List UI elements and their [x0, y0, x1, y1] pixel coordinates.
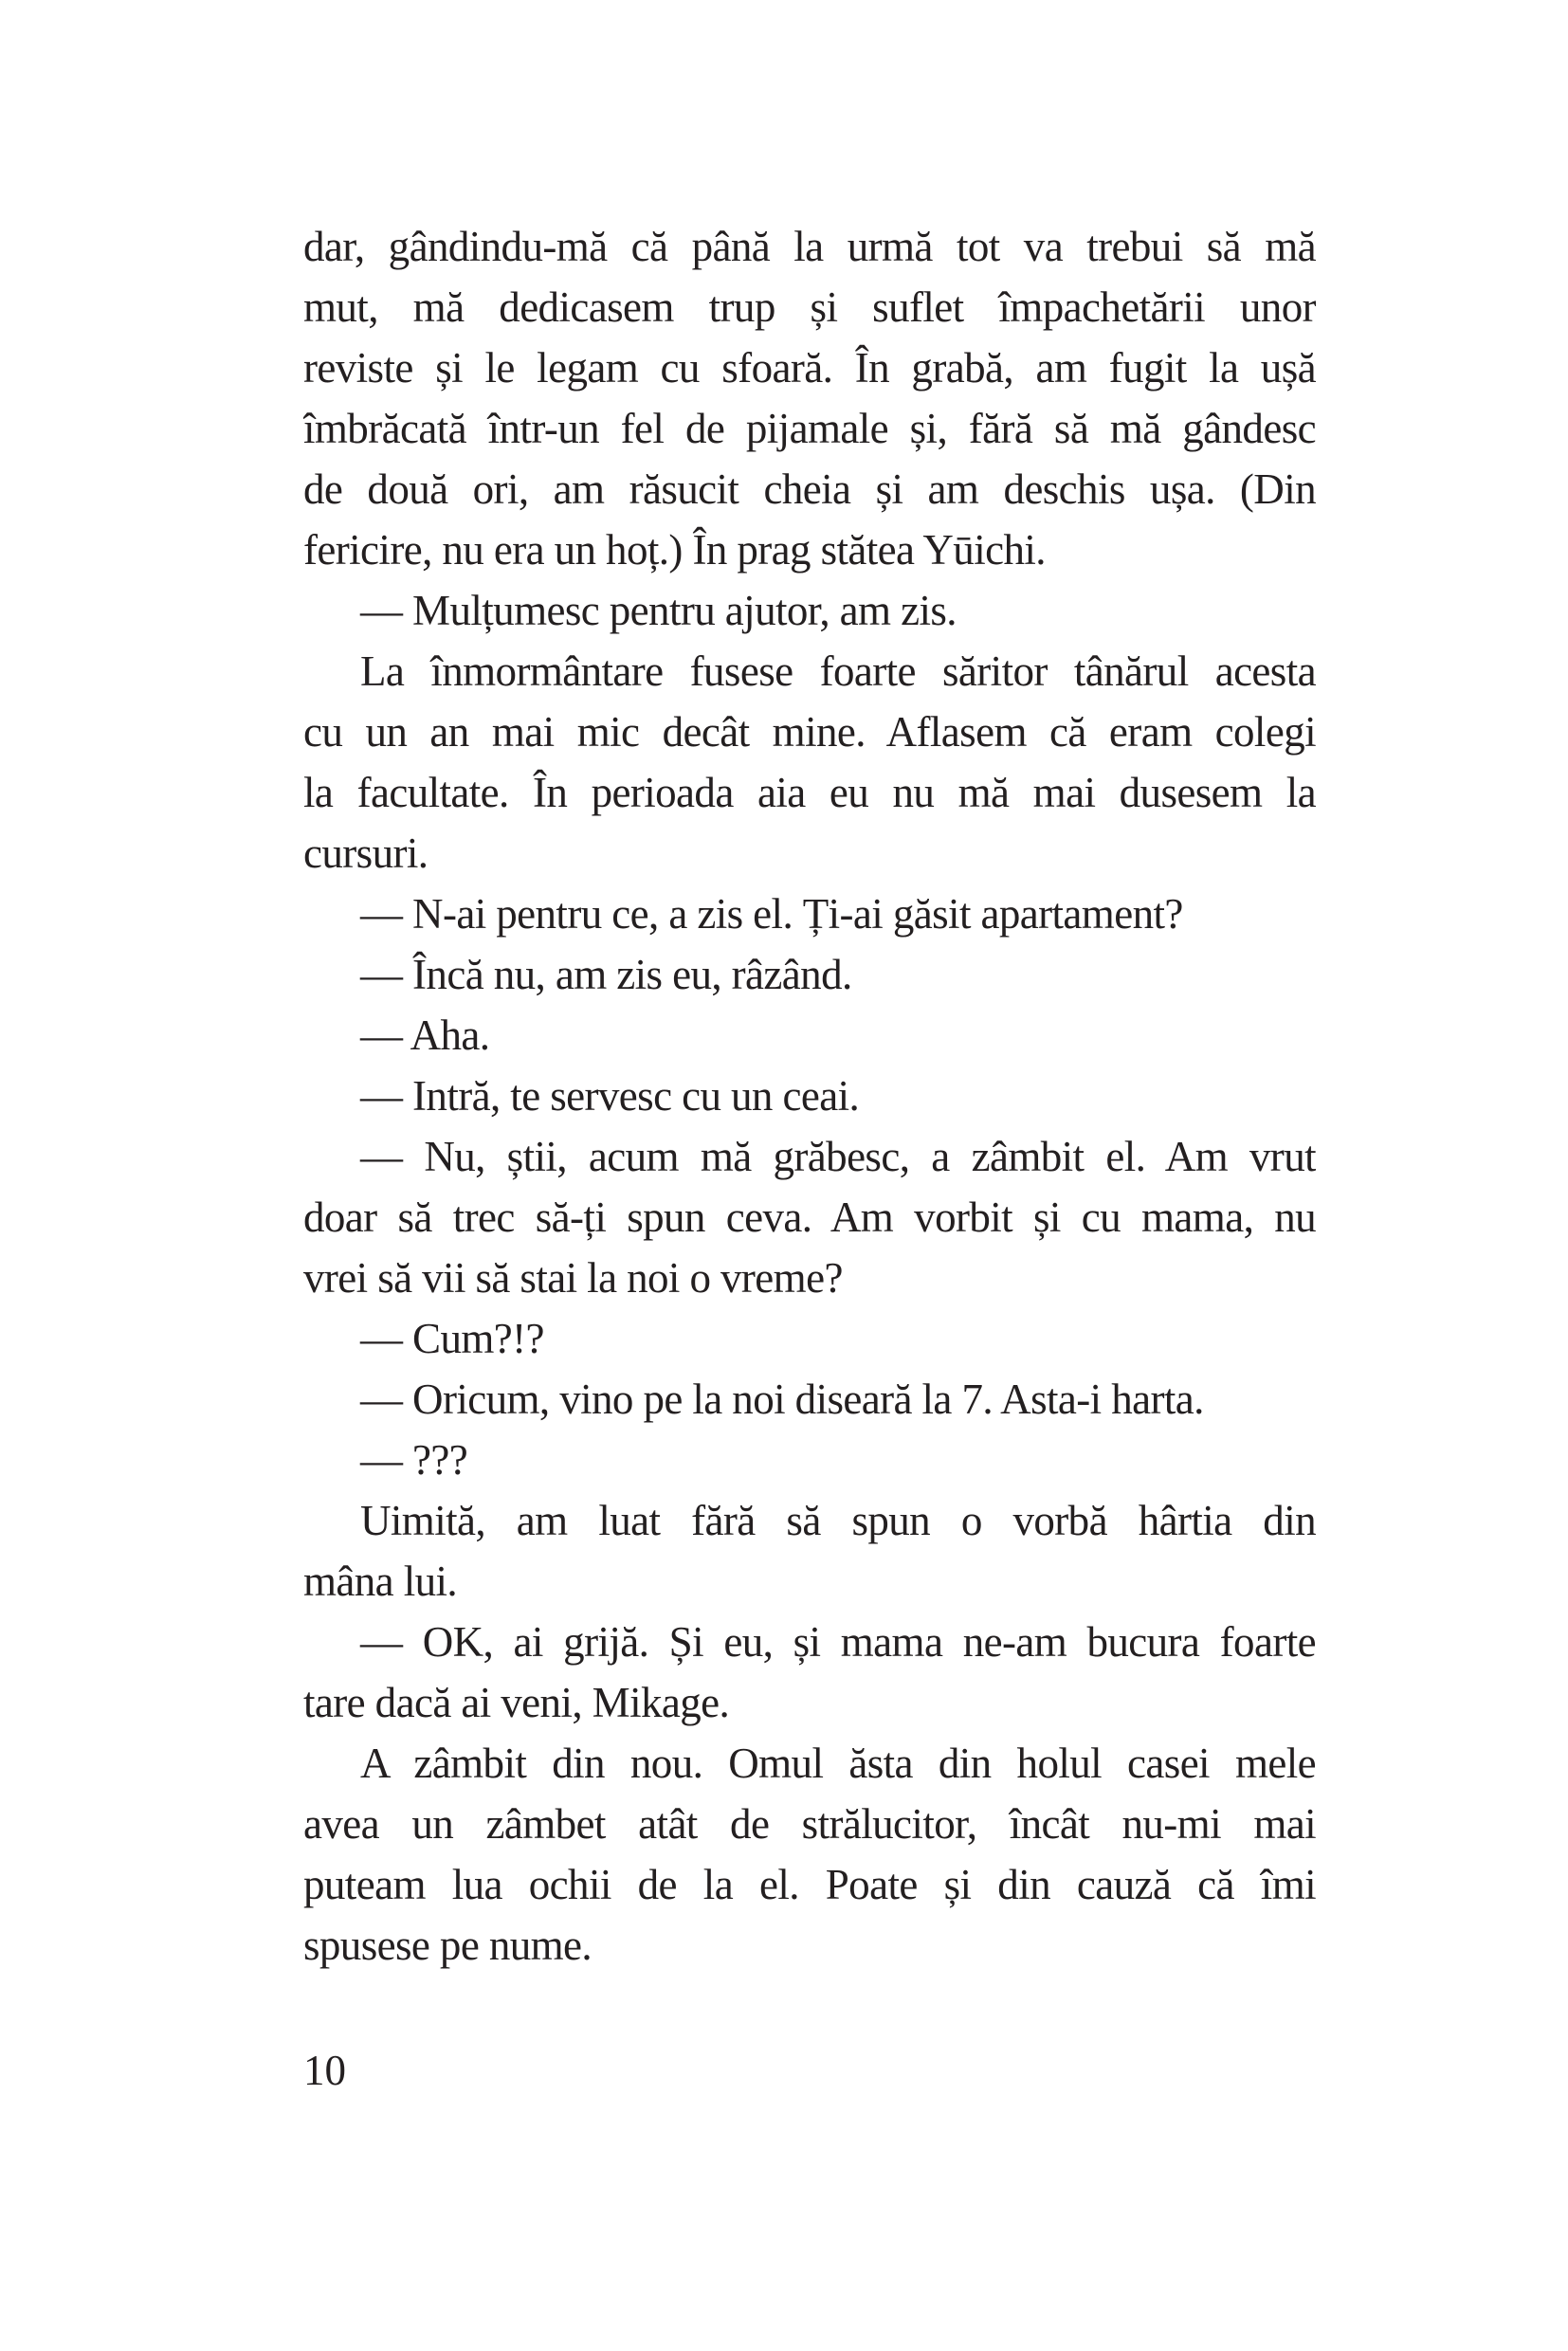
- text-line: — Nu, știi, acum mă grăbesc, a zâmbit el. Am vrut: [360, 1133, 1316, 1180]
- text-line: — Intră, te servesc cu un ceai.: [360, 1072, 860, 1120]
- paragraph: [303, 944, 1316, 1005]
- paragraph: [303, 1126, 1316, 1308]
- text-line: — Oricum, vino pe la noi diseară la 7. Asta-i harta.: [360, 1376, 1204, 1423]
- text-line: la facultate. În perioada aia eu nu mă mai dusesem la: [303, 769, 1316, 816]
- text-line: îmbrăcată într-un fel de pijamale și, fără să mă gândesc: [303, 405, 1316, 452]
- page-number: 10: [303, 2047, 346, 2094]
- text-line: mut, mă dedicasem trup și suflet împachetării unor: [303, 283, 1316, 331]
- paragraph: [303, 641, 1316, 884]
- body-text: [303, 216, 1316, 1976]
- text-line: de două ori, am răsucit cheia și am deschis ușa. (Din: [303, 465, 1316, 513]
- text-line: — ???: [360, 1436, 468, 1484]
- paragraph: [303, 1612, 1316, 1733]
- text-line: — N-ai pentru ce, a zis el. Ți-ai găsit apartament?: [360, 890, 1183, 938]
- paragraph: [303, 1005, 1316, 1066]
- text-line: vrei să vii să stai la noi o vreme?: [303, 1254, 843, 1302]
- paragraph: [303, 1066, 1316, 1126]
- text-line: — Aha.: [360, 1011, 490, 1059]
- paragraph: [303, 580, 1316, 641]
- text-line: fericire, nu era un hoț.) În prag stătea Yūichi.: [303, 526, 1046, 574]
- text-line: tare dacă ai veni, Mikage.: [303, 1679, 730, 1726]
- text-line: A zâmbit din nou. Omul ăsta din holul casei mele: [360, 1740, 1316, 1787]
- paragraph: [303, 1308, 1316, 1369]
- paragraph: [303, 884, 1316, 944]
- text-line: La înmormântare fusese foarte săritor tânărul acesta: [360, 647, 1316, 695]
- text-line: spusese pe nume.: [303, 1922, 593, 1969]
- text-line: cu un an mai mic decât mine. Aflasem că eram colegi: [303, 708, 1316, 756]
- paragraph: [303, 216, 1316, 580]
- paragraph: [303, 1490, 1316, 1612]
- text-line: reviste și le legam cu sfoară. În grabă, am fugit la ușă: [303, 344, 1316, 392]
- text-line: — OK, ai grijă. Și eu, și mama ne-am bucura foarte: [360, 1618, 1316, 1666]
- text-line: avea un zâmbet atât de strălucitor, încât nu-mi mai: [303, 1800, 1316, 1848]
- text-line: — Cum?!?: [360, 1315, 544, 1362]
- paragraph: [303, 1733, 1316, 1976]
- text-line: puteam lua ochii de la el. Poate și din cauză că îmi: [303, 1861, 1316, 1908]
- paragraph: [303, 1369, 1316, 1430]
- paragraph: [303, 1430, 1316, 1490]
- text-line: doar să trec să-ți spun ceva. Am vorbit și cu mama, nu: [303, 1194, 1316, 1241]
- text-line: — Încă nu, am zis eu, râzând.: [360, 951, 852, 998]
- text-line: cursuri.: [303, 829, 428, 877]
- text-line: dar, gândindu-mă că până la urmă tot va trebui să mă: [303, 223, 1316, 270]
- text-line: mâna lui.: [303, 1558, 458, 1605]
- text-line: — Mulțumesc pentru ajutor, am zis.: [360, 587, 957, 634]
- text-line: Uimită, am luat fără să spun o vorbă hârtia din: [360, 1497, 1316, 1544]
